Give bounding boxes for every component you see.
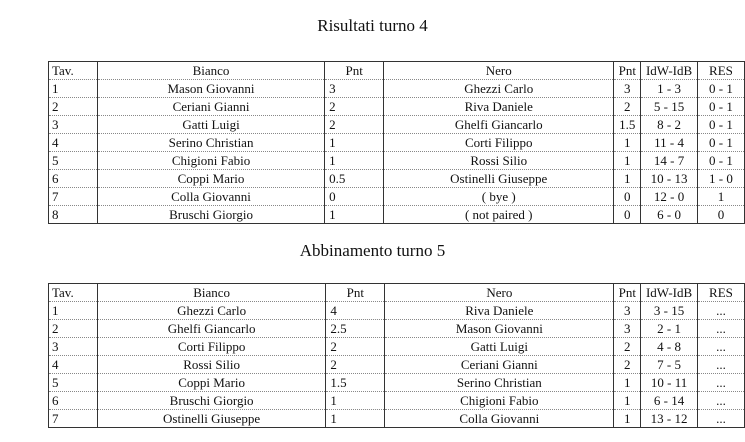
table-row xyxy=(49,392,745,410)
black-player: Ceriani Gianni xyxy=(385,356,614,374)
white-points: 2 xyxy=(326,338,385,356)
header-tav: Tav. xyxy=(49,62,98,80)
black-player: Riva Daniele xyxy=(384,98,614,116)
white-player: Gatti Luigi xyxy=(97,116,324,134)
id-pair: 13 - 12 xyxy=(641,410,698,428)
black-points: 3 xyxy=(614,80,641,98)
id-pair: 6 - 0 xyxy=(641,206,698,224)
white-points: 0.5 xyxy=(325,170,384,188)
white-player: Ghezzi Carlo xyxy=(97,302,325,320)
table-row xyxy=(49,152,745,170)
table-row xyxy=(49,374,745,392)
white-points: 1 xyxy=(325,152,384,170)
white-points: 4 xyxy=(326,302,385,320)
id-pair: 8 - 2 xyxy=(641,116,698,134)
black-points: 2 xyxy=(614,356,641,374)
board-number: 7 xyxy=(49,410,98,428)
id-pair: 6 - 14 xyxy=(641,392,698,410)
result: 0 xyxy=(697,206,744,224)
black-player: Ghezzi Carlo xyxy=(384,80,614,98)
black-player: Gatti Luigi xyxy=(385,338,614,356)
result: ... xyxy=(697,356,744,374)
table-row xyxy=(49,302,745,320)
white-points: 3 xyxy=(325,80,384,98)
black-points: 3 xyxy=(614,320,641,338)
id-pair: 12 - 0 xyxy=(641,188,698,206)
white-points: 1.5 xyxy=(326,374,385,392)
header-idw-idb: IdW-IdB xyxy=(641,284,698,302)
white-player: Rossi Silio xyxy=(97,356,325,374)
white-points: 1 xyxy=(325,206,384,224)
round4-rows xyxy=(49,80,745,224)
white-points: 1 xyxy=(326,392,385,410)
table-row xyxy=(49,338,745,356)
table-row xyxy=(49,188,745,206)
id-pair: 5 - 15 xyxy=(641,98,698,116)
table-row xyxy=(49,116,745,134)
header-tav: Tav. xyxy=(49,284,98,302)
black-player: Rossi Silio xyxy=(384,152,614,170)
header-idw-idb: IdW-IdB xyxy=(641,62,698,80)
black-player: ( bye ) xyxy=(384,188,614,206)
white-player: Bruschi Giorgio xyxy=(97,206,324,224)
result: 0 - 1 xyxy=(697,98,744,116)
white-points: 2.5 xyxy=(326,320,385,338)
black-player: ( not paired ) xyxy=(384,206,614,224)
table-header-row xyxy=(49,284,745,302)
white-player: Bruschi Giorgio xyxy=(97,392,325,410)
round5-title: Abbinamento turno 5 xyxy=(299,241,446,260)
id-pair: 4 - 8 xyxy=(641,338,698,356)
id-pair: 11 - 4 xyxy=(641,134,698,152)
black-points: 2 xyxy=(614,98,641,116)
black-points: 0 xyxy=(614,188,641,206)
board-number: 4 xyxy=(49,134,98,152)
black-points: 1 xyxy=(614,374,641,392)
round4-title: Risultati turno 4 xyxy=(317,16,428,35)
black-points: 2 xyxy=(614,338,641,356)
white-points: 2 xyxy=(326,356,385,374)
id-pair: 3 - 15 xyxy=(641,302,698,320)
black-points: 1 xyxy=(614,170,641,188)
black-player: Chigioni Fabio xyxy=(385,392,614,410)
white-player: Mason Giovanni xyxy=(97,80,324,98)
white-points: 2 xyxy=(325,98,384,116)
table-row xyxy=(49,80,745,98)
table-row xyxy=(49,206,745,224)
board-number: 2 xyxy=(49,98,98,116)
header-bianco: Bianco xyxy=(97,62,324,80)
board-number: 6 xyxy=(49,170,98,188)
table-row xyxy=(49,98,745,116)
black-points: 1 xyxy=(614,410,641,428)
id-pair: 10 - 11 xyxy=(641,374,698,392)
result: ... xyxy=(697,338,744,356)
white-points: 1 xyxy=(325,134,384,152)
header-pnt-black: Pnt xyxy=(614,284,641,302)
result: 1 - 0 xyxy=(697,170,744,188)
black-player: Colla Giovanni xyxy=(385,410,614,428)
black-player: Mason Giovanni xyxy=(385,320,614,338)
board-number: 2 xyxy=(49,320,98,338)
result: 0 - 1 xyxy=(697,134,744,152)
id-pair: 2 - 1 xyxy=(641,320,698,338)
white-player: Coppi Mario xyxy=(97,170,324,188)
result: ... xyxy=(697,302,744,320)
result: 0 - 1 xyxy=(697,152,744,170)
table-header-row xyxy=(49,62,745,80)
id-pair: 10 - 13 xyxy=(641,170,698,188)
header-bianco: Bianco xyxy=(97,284,325,302)
result: ... xyxy=(697,374,744,392)
white-player: Colla Giovanni xyxy=(97,188,324,206)
black-points: 1.5 xyxy=(614,116,641,134)
board-number: 8 xyxy=(49,206,98,224)
board-number: 7 xyxy=(49,188,98,206)
white-points: 0 xyxy=(325,188,384,206)
black-player: Serino Christian xyxy=(385,374,614,392)
table-row xyxy=(49,356,745,374)
result: ... xyxy=(697,320,744,338)
table-row xyxy=(49,134,745,152)
white-points: 2 xyxy=(325,116,384,134)
black-points: 1 xyxy=(614,152,641,170)
white-player: Chigioni Fabio xyxy=(97,152,324,170)
board-number: 1 xyxy=(49,302,98,320)
id-pair: 7 - 5 xyxy=(641,356,698,374)
round5-pairings-table xyxy=(48,283,745,428)
white-player: Serino Christian xyxy=(97,134,324,152)
table-row xyxy=(49,170,745,188)
board-number: 5 xyxy=(49,152,98,170)
white-player: Ghelfi Giancarlo xyxy=(97,320,325,338)
result: 0 - 1 xyxy=(697,116,744,134)
header-pnt-black: Pnt xyxy=(614,62,641,80)
white-points: 1 xyxy=(326,410,385,428)
black-player: Riva Daniele xyxy=(385,302,614,320)
header-nero: Nero xyxy=(385,284,614,302)
board-number: 6 xyxy=(49,392,98,410)
board-number: 1 xyxy=(49,80,98,98)
table-row xyxy=(49,320,745,338)
id-pair: 1 - 3 xyxy=(641,80,698,98)
black-points: 1 xyxy=(614,134,641,152)
board-number: 4 xyxy=(49,356,98,374)
white-player: Ceriani Gianni xyxy=(97,98,324,116)
header-res: RES xyxy=(697,62,744,80)
black-player: Ostinelli Giuseppe xyxy=(384,170,614,188)
header-nero: Nero xyxy=(384,62,614,80)
board-number: 3 xyxy=(49,116,98,134)
white-player: Corti Filippo xyxy=(97,338,325,356)
header-pnt-white: Pnt xyxy=(325,62,384,80)
white-player: Ostinelli Giuseppe xyxy=(97,410,325,428)
round5-rows xyxy=(49,302,745,428)
result: 1 xyxy=(697,188,744,206)
id-pair: 14 - 7 xyxy=(641,152,698,170)
result: ... xyxy=(697,410,744,428)
result: 0 - 1 xyxy=(697,80,744,98)
table-row xyxy=(49,410,745,428)
black-player: Ghelfi Giancarlo xyxy=(384,116,614,134)
board-number: 5 xyxy=(49,374,98,392)
black-player: Corti Filippo xyxy=(384,134,614,152)
header-pnt-white: Pnt xyxy=(326,284,385,302)
result: ... xyxy=(697,392,744,410)
black-points: 3 xyxy=(614,302,641,320)
header-res: RES xyxy=(697,284,744,302)
board-number: 3 xyxy=(49,338,98,356)
round4-results-table xyxy=(48,61,745,224)
white-player: Coppi Mario xyxy=(97,374,325,392)
black-points: 1 xyxy=(614,392,641,410)
black-points: 0 xyxy=(614,206,641,224)
